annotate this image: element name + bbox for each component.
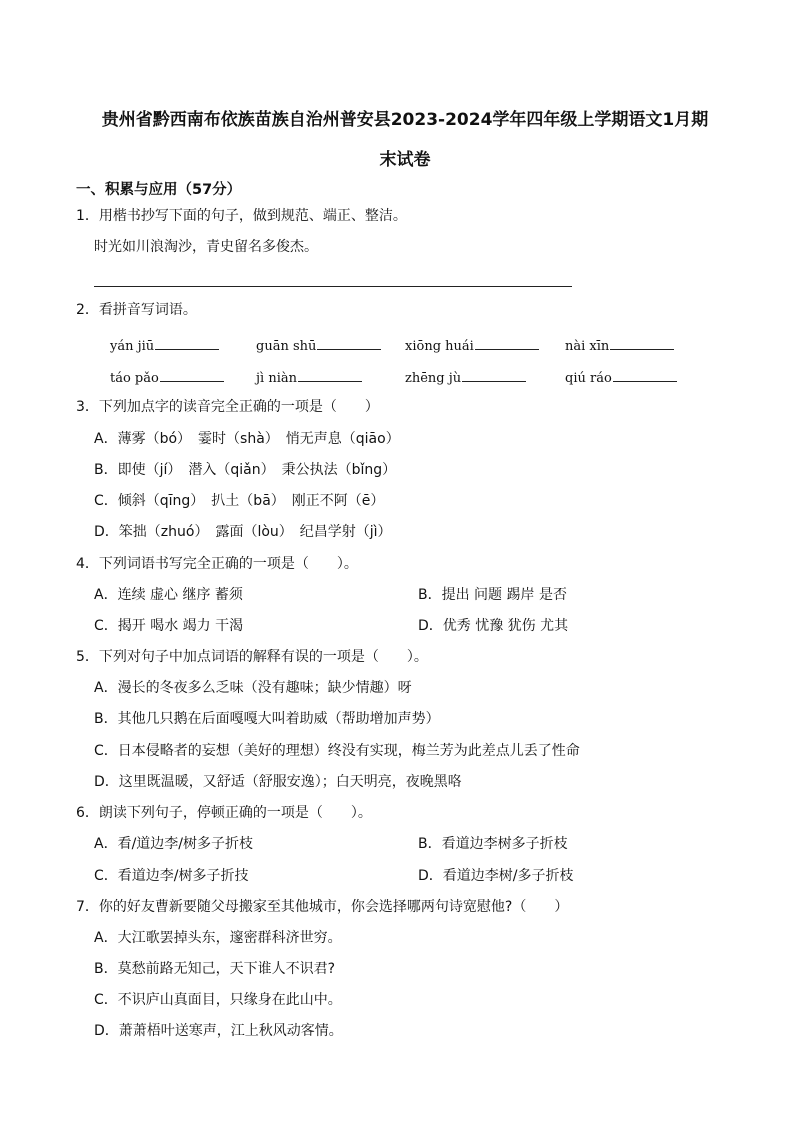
question-7-option-b[interactable]: B．莫愁前路无知己，天下谁人不识君? bbox=[94, 961, 336, 977]
question-6-option-d[interactable]: D．看道边李树/多子折枝 bbox=[418, 868, 574, 884]
question-6-option-b[interactable]: B．看道边李树多子折枝 bbox=[418, 836, 568, 852]
question-5-option-a[interactable]: A．漫长的冬夜多么乏味（没有趣味；缺少情趣）呀 bbox=[94, 680, 412, 696]
question-4-option-c[interactable]: C．揭开 喝水 竭力 干渴 bbox=[94, 618, 244, 634]
pinyin-answer-blank[interactable] bbox=[317, 336, 381, 350]
pinyin-item: qiú ráo bbox=[565, 368, 677, 387]
pinyin-item: nài xīn bbox=[565, 336, 674, 355]
question-5-option-d[interactable]: D．这里既温暖，又舒适（舒服安逸）；白天明亮，夜晚黑咯 bbox=[94, 774, 462, 790]
pinyin-item: xiōng huái bbox=[405, 336, 539, 355]
question-6-stem: 6．朗读下列句子，停顿正确的一项是（ ）。 bbox=[76, 805, 372, 821]
pinyin-item: guān shū bbox=[256, 336, 381, 355]
question-2-stem: 2．看拼音写词语。 bbox=[76, 302, 197, 318]
pinyin-answer-blank[interactable] bbox=[610, 336, 674, 350]
question-3-option-d[interactable]: D．笨拙（zhuó） 露面（lòu） 纪昌学射（jì） bbox=[94, 524, 392, 540]
pinyin-answer-blank[interactable] bbox=[155, 336, 219, 350]
question-5-option-c[interactable]: C．日本侵略者的妄想（美好的理想）终没有实现，梅兰芳为此差点儿丢了性命 bbox=[94, 743, 580, 759]
pinyin-item: táo pǎo bbox=[110, 368, 224, 387]
question-4-option-b[interactable]: B．提出 问题 踢岸 是否 bbox=[418, 587, 567, 603]
question-7-stem: 7．你的好友曹新要随父母搬家至其他城市，你会选择哪两句诗宽慰他?（ ） bbox=[76, 899, 569, 915]
exam-title-line-2: 末试卷 bbox=[379, 150, 431, 170]
question-3-stem: 3．下列加点字的读音完全正确的一项是（ ） bbox=[76, 399, 379, 415]
question-4-option-d[interactable]: D．优秀 忧豫 犹伤 尤其 bbox=[418, 618, 569, 634]
question-1-stem: 1．用楷书抄写下面的句子，做到规范、端正、整洁。 bbox=[76, 208, 407, 224]
pinyin-answer-blank[interactable] bbox=[298, 368, 362, 382]
question-3-option-c[interactable]: C．倾斜（qīng） 扒土（bā） 刚正不阿（ē） bbox=[94, 493, 385, 509]
question-6-option-a[interactable]: A．看/道边李/树多子折枝 bbox=[94, 836, 254, 852]
question-5-option-b[interactable]: B．其他几只鹅在后面嘎嘎大叫着助威（帮助增加声势） bbox=[94, 711, 440, 727]
pinyin-item: yán jiū bbox=[110, 336, 219, 355]
question-7-option-c[interactable]: C．不识庐山真面目，只缘身在此山中。 bbox=[94, 992, 342, 1008]
question-7-option-d[interactable]: D．萧萧梧叶送寒声，江上秋风动客情。 bbox=[94, 1023, 343, 1039]
exam-title-line-1: 贵州省黔西南布依族苗族自治州普安县2023-2024学年四年级上学期语文1月期 bbox=[101, 110, 709, 130]
question-7-option-a[interactable]: A．大江歌罢掉头东，邃密群科济世穷。 bbox=[94, 930, 342, 946]
question-4-stem: 4．下列词语书写完全正确的一项是（ ）。 bbox=[76, 556, 358, 572]
pinyin-answer-blank[interactable] bbox=[475, 336, 539, 350]
question-1-answer-line[interactable] bbox=[94, 286, 572, 287]
pinyin-item: jì niàn bbox=[256, 368, 362, 387]
question-6-option-c[interactable]: C．看道边李/树多子折技 bbox=[94, 868, 249, 884]
question-4-option-a[interactable]: A．连续 虚心 继序 蓄须 bbox=[94, 587, 243, 603]
pinyin-answer-blank[interactable] bbox=[462, 368, 526, 382]
question-3-option-b[interactable]: B．即使（jí） 潜入（qiǎn） 秉公执法（bǐng） bbox=[94, 462, 397, 478]
question-5-stem: 5．下列对句子中加点词语的解释有误的一项是（ ）。 bbox=[76, 649, 428, 665]
pinyin-answer-blank[interactable] bbox=[613, 368, 677, 382]
pinyin-answer-blank[interactable] bbox=[160, 368, 224, 382]
pinyin-item: zhēng jù bbox=[405, 368, 526, 387]
question-3-option-a[interactable]: A．薄雾（bó） 霎时（shà） 悄无声息（qiāo） bbox=[94, 431, 400, 447]
section-heading: 一、积累与应用（57分） bbox=[76, 182, 242, 198]
question-1-sentence: 时光如川浪淘沙，青史留名多俊杰。 bbox=[94, 239, 318, 255]
